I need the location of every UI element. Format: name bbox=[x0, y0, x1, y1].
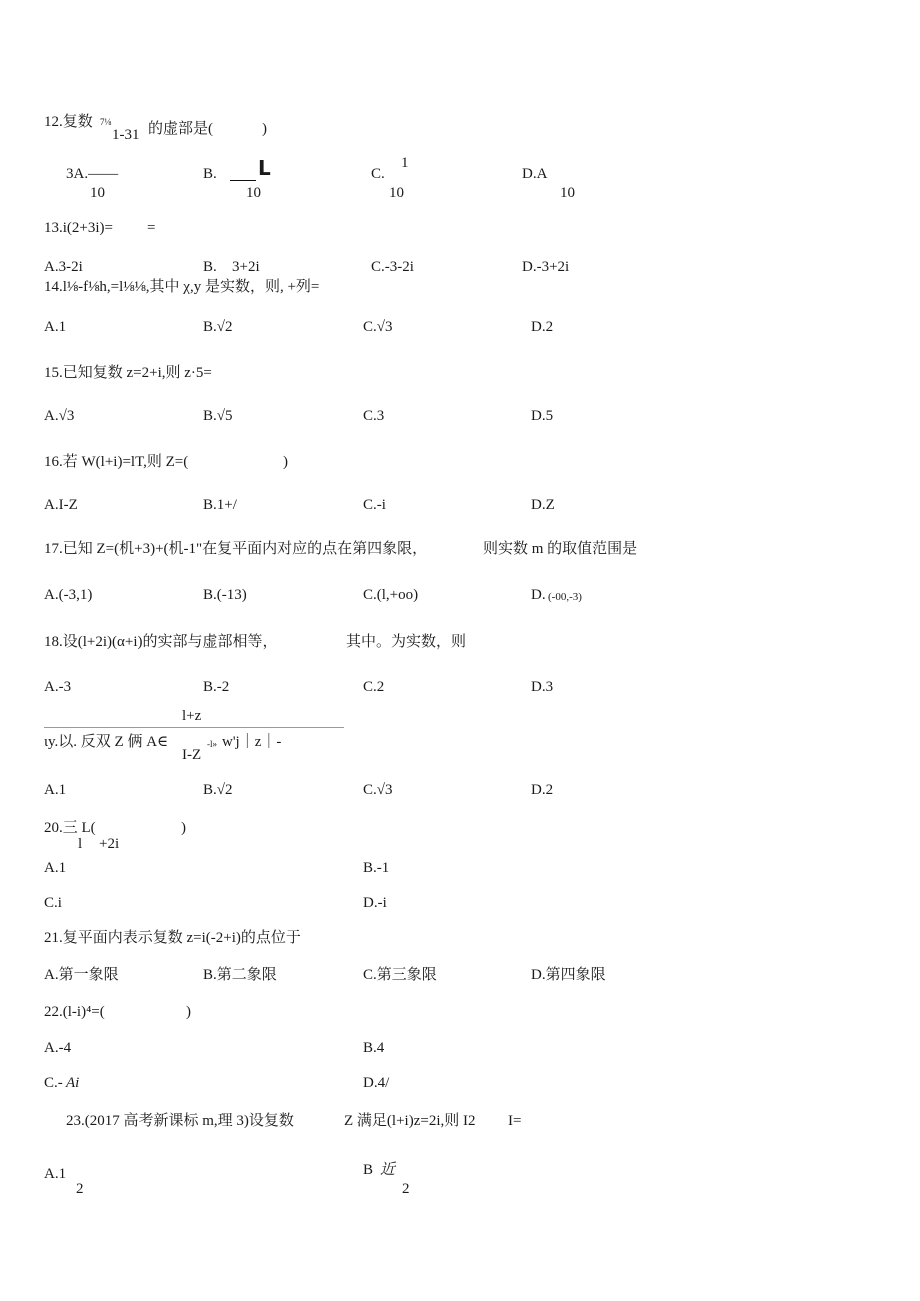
q12-option-d: D.A bbox=[522, 166, 548, 182]
q19-stem: ιy.以. 反双 Z 俩 A∈ bbox=[44, 734, 169, 750]
q12-stem-suffix: 的虚部是( bbox=[148, 121, 213, 137]
q23-stem-continued: Z 满足(l+i)z=2i,则 I2 bbox=[344, 1113, 476, 1129]
q18-stem-continued: 其中。为实数，则 bbox=[346, 634, 467, 650]
q19-fraction-rule bbox=[44, 727, 344, 728]
q20-stem: 20.三 L( bbox=[44, 820, 96, 836]
q21-stem: 21.复平面内表示复数 z=i(-2+i)的点位于 bbox=[44, 930, 301, 946]
q14-option-c: C.√3 bbox=[363, 319, 393, 335]
q17-option-a: A.(-3,1) bbox=[44, 587, 93, 603]
q23-option-a: A.1 bbox=[44, 1166, 67, 1182]
q23-option-b: B bbox=[363, 1162, 374, 1178]
q17-stem-continued: 则实数 m 的取值范围是 bbox=[483, 541, 638, 557]
q19-option-b: B.√2 bbox=[203, 782, 233, 798]
q17-option-d: D. bbox=[531, 587, 546, 603]
q23-stem: 23.(2017 高考新课标 m,理 3)设复数 bbox=[66, 1113, 294, 1129]
q12-option-c: C. bbox=[371, 166, 385, 182]
q20-sub-2: +2i bbox=[99, 836, 120, 852]
q20-option-d: D.-i bbox=[363, 895, 387, 911]
q12-numerator: 7⅛ bbox=[100, 117, 112, 127]
q22-close-paren: ) bbox=[186, 1004, 191, 1020]
q20-close-paren: ) bbox=[181, 820, 186, 836]
q12-denominator: 1-31 bbox=[112, 127, 140, 143]
q21-option-d: D.第四象限 bbox=[531, 967, 606, 983]
q20-option-a: A.1 bbox=[44, 860, 67, 876]
q22-option-b: B.4 bbox=[363, 1040, 385, 1056]
q16-option-d: D.Z bbox=[531, 497, 555, 513]
q18-option-a: A.-3 bbox=[44, 679, 72, 695]
q16-option-c: C.-i bbox=[363, 497, 386, 513]
q22-option-a: A.-4 bbox=[44, 1040, 72, 1056]
q12-option-d-den: 10 bbox=[560, 185, 575, 201]
q13-option-b-value: 3+2i bbox=[232, 259, 260, 275]
q13-option-b: B. bbox=[203, 259, 217, 275]
q19-stem-suffix: w'j｜z｜- bbox=[222, 734, 282, 750]
q15-option-d: D.5 bbox=[531, 408, 554, 424]
q22-option-c: C.- bbox=[44, 1075, 63, 1091]
q12-option-c-den: 10 bbox=[389, 185, 404, 201]
q21-option-b: B.第二象限 bbox=[203, 967, 277, 983]
q13-stem: 13.i(2+3i)= bbox=[44, 220, 113, 236]
q15-stem: 15.已知复数 z=2+i,则 z·5= bbox=[44, 365, 212, 381]
q12-option-a: 3A.—— bbox=[66, 166, 119, 182]
q16-close-paren: ) bbox=[283, 454, 288, 470]
q19-option-a: A.1 bbox=[44, 782, 67, 798]
q19-option-d: D.2 bbox=[531, 782, 554, 798]
q12-option-b-mark: L bbox=[258, 156, 271, 180]
q12-option-b-den: 10 bbox=[246, 185, 261, 201]
q18-option-d: D.3 bbox=[531, 679, 554, 695]
q20-sub-1: l bbox=[78, 836, 83, 852]
q19-denominator: I-Z bbox=[182, 747, 202, 763]
q23-option-b-italic: 近 bbox=[380, 1162, 396, 1178]
q13-option-a: A.3-2i bbox=[44, 259, 83, 275]
q23-option-b-den: 2 bbox=[402, 1181, 410, 1197]
q18-option-b: B.-2 bbox=[203, 679, 230, 695]
q21-option-a: A.第一象限 bbox=[44, 967, 119, 983]
q15-option-b: B.√5 bbox=[203, 408, 233, 424]
q18-option-c: C.2 bbox=[363, 679, 385, 695]
q22-option-d: D.4/ bbox=[363, 1075, 390, 1091]
q19-numerator: l+z bbox=[182, 708, 202, 724]
q13-option-d: D.-3+2i bbox=[522, 259, 570, 275]
q20-option-c: C.i bbox=[44, 895, 62, 911]
q19-option-c: C.√3 bbox=[363, 782, 393, 798]
q12-close-paren: ) bbox=[262, 121, 267, 137]
q23-option-a-den: 2 bbox=[76, 1181, 84, 1197]
q12-option-b-bar bbox=[230, 180, 256, 181]
q20-option-b: B.-1 bbox=[363, 860, 390, 876]
q13-option-c: C.-3-2i bbox=[371, 259, 414, 275]
q16-option-a: A.I-Z bbox=[44, 497, 78, 513]
q12-stem: 12.复数 bbox=[44, 114, 93, 130]
q17-option-d-value: (-00,-3) bbox=[548, 591, 582, 603]
q16-option-b: B.1+/ bbox=[203, 497, 237, 513]
q22-option-c-italic: Ai bbox=[66, 1075, 80, 1091]
q16-stem: 16.若 W(l+i)=lT,则 Z=( bbox=[44, 454, 189, 470]
q13-equals: = bbox=[147, 220, 156, 236]
q15-option-c: C.3 bbox=[363, 408, 385, 424]
q17-stem: 17.已知 Z=(机+3)+(机-1"在复平面内对应的点在第四象限， bbox=[44, 541, 428, 557]
q17-option-b: B.(-13) bbox=[203, 587, 247, 603]
q14-option-d: D.2 bbox=[531, 319, 554, 335]
q12-option-c-num: 1 bbox=[401, 155, 409, 171]
q12-option-a-den: 10 bbox=[90, 185, 105, 201]
q23-stem-end: I= bbox=[508, 1113, 522, 1129]
q12-option-b: B. bbox=[203, 166, 217, 182]
q14-stem: 14.l⅛-f⅛h,=l⅛⅛,其中 χ,y 是实数，则, +列= bbox=[44, 279, 320, 295]
q14-option-b: B.√2 bbox=[203, 319, 233, 335]
q21-option-c: C.第三象限 bbox=[363, 967, 437, 983]
q17-option-c: C.(l,+oo) bbox=[363, 587, 419, 603]
q22-stem: 22.(l-i)⁴=( bbox=[44, 1004, 105, 1020]
q19-stem-small: -l» bbox=[207, 739, 217, 749]
q14-option-a: A.1 bbox=[44, 319, 67, 335]
q18-stem: 18.设(l+2i)(α+i)的实部与虚部相等， bbox=[44, 634, 278, 650]
q15-option-a: A.√3 bbox=[44, 408, 75, 424]
